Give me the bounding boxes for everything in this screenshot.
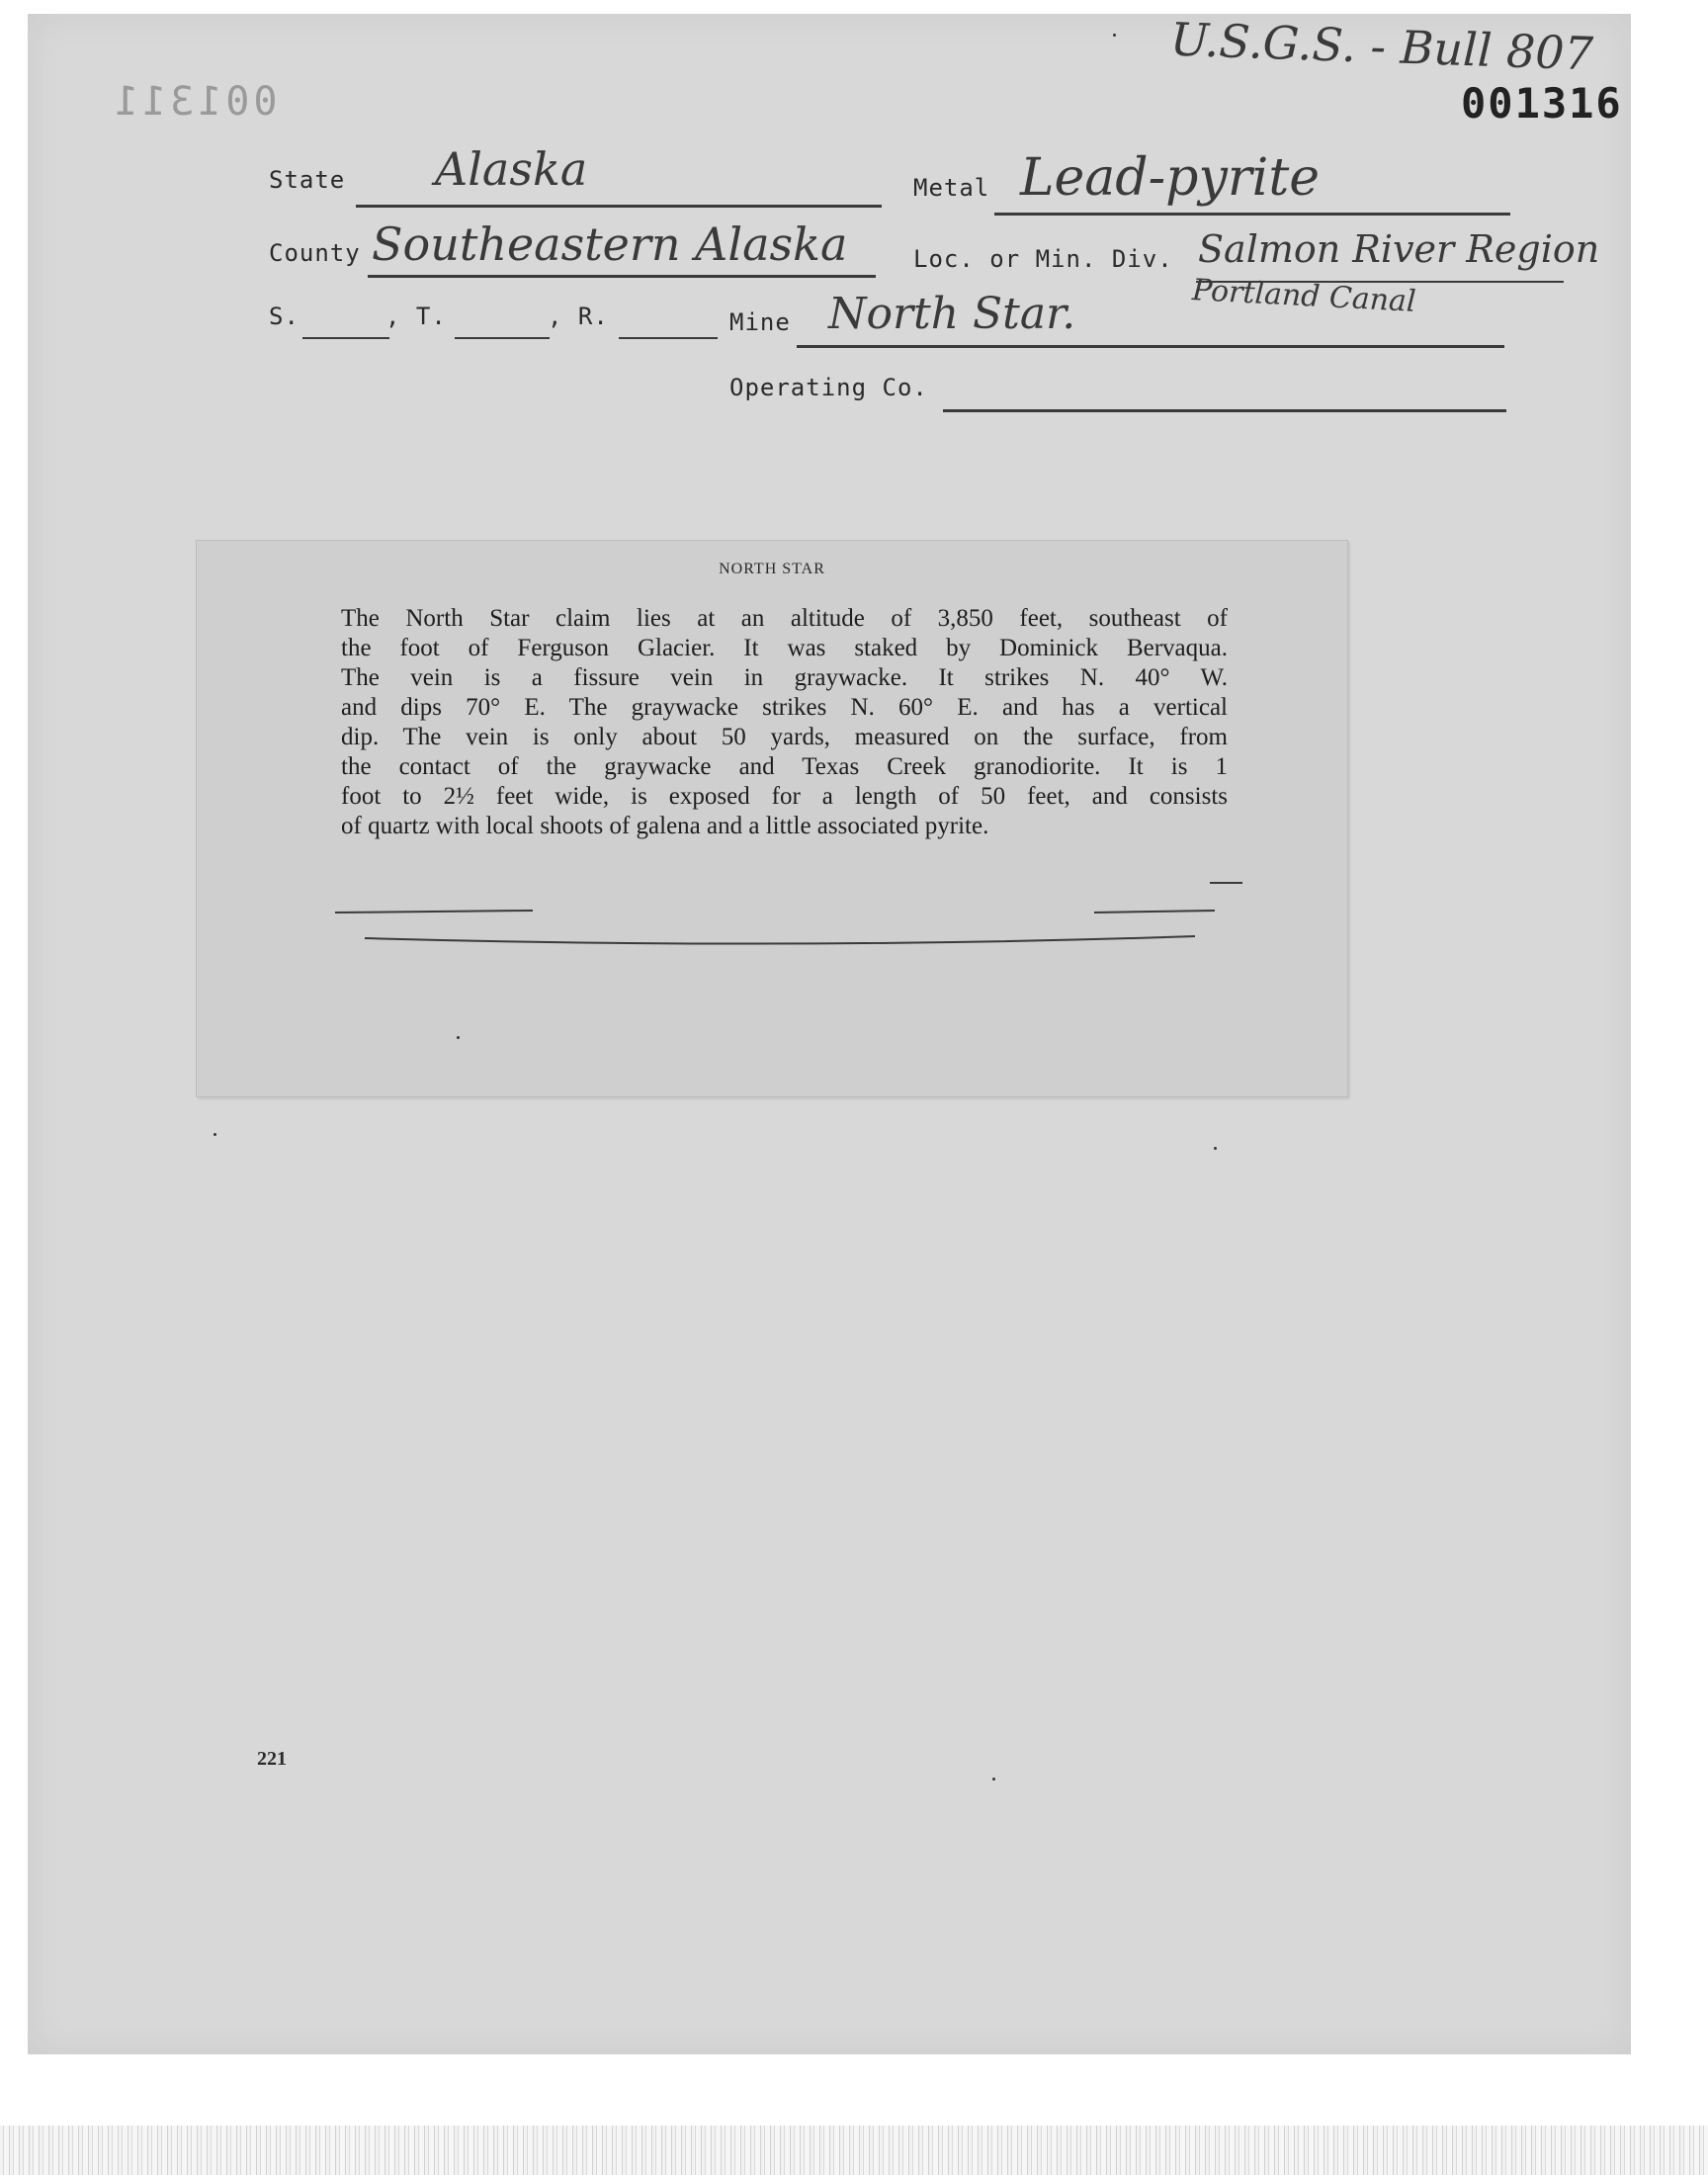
metal-rule — [994, 213, 1510, 216]
operating-co-label: Operating Co. — [729, 374, 928, 401]
scan-edge-artifact — [0, 2126, 1708, 2175]
paper-speck — [1113, 34, 1116, 37]
paper-speck — [1214, 1147, 1217, 1150]
usgs-note: U.S.G.S. - Bull 807 — [1169, 12, 1594, 81]
metal-label: Metal — [913, 174, 990, 202]
mine-value: North Star. — [828, 289, 1076, 339]
county-rule — [368, 275, 876, 278]
clipping-line: dip. The vein is only about 50 yards, measured on the surface, from — [341, 724, 1228, 750]
clipping-line: The vein is a fissure vein in graywacke. It strikes N. 40° W. — [341, 664, 1228, 691]
clipping-line: foot to 2½ feet wide, is exposed for a length of 50 feet, and consists — [341, 783, 1228, 810]
state-label: State — [269, 166, 346, 194]
clipping-line: the contact of the graywacke and Texas Creek granodiorite. It is 1 — [341, 753, 1228, 780]
township-label: , T. — [385, 303, 447, 330]
paper-speck — [992, 1778, 995, 1781]
mine-rule — [797, 345, 1504, 348]
clipping-line: and dips 70° E. The graywacke strikes N. 60° E. and has a vertical — [341, 694, 1228, 721]
section-rule — [302, 337, 389, 339]
metal-value: Lead-pyrite — [1020, 148, 1320, 208]
county-value: Southeastern Alaska — [372, 218, 848, 271]
mine-label: Mine — [729, 308, 791, 336]
loc-value-line1: Salmon River Region — [1198, 227, 1600, 271]
bleed-through-stamp: 001311 — [111, 79, 278, 125]
clipping-title: NORTH STAR — [719, 561, 825, 577]
section-label: S. — [269, 303, 299, 330]
document-stamp-number: 001316 — [1461, 79, 1623, 128]
pasted-clipping — [196, 540, 1348, 1097]
loc-value-line2: Portland Canal — [1191, 273, 1417, 319]
township-rule — [455, 337, 550, 339]
loc-label: Loc. or Min. Div. — [913, 245, 1173, 273]
page-number: 221 — [257, 1748, 287, 1770]
clipping-line: The North Star claim lies at an altitude of 3,850 feet, southeast of — [341, 605, 1228, 632]
range-label: , R. — [548, 303, 609, 330]
clipping-line: of quartz with local shoots of galena and a little associated pyrite. — [341, 813, 989, 839]
paper-speck — [214, 1133, 216, 1136]
clipping-line: the foot of Ferguson Glacier. It was staked by Dominick Bervaqua. — [341, 635, 1228, 661]
county-label: County — [269, 239, 361, 267]
operating-co-rule — [943, 409, 1506, 412]
state-rule — [356, 205, 882, 208]
state-value: Alaska — [435, 142, 588, 196]
clipping-body — [341, 604, 1228, 841]
paper-speck — [457, 1036, 460, 1039]
range-rule — [619, 337, 718, 339]
